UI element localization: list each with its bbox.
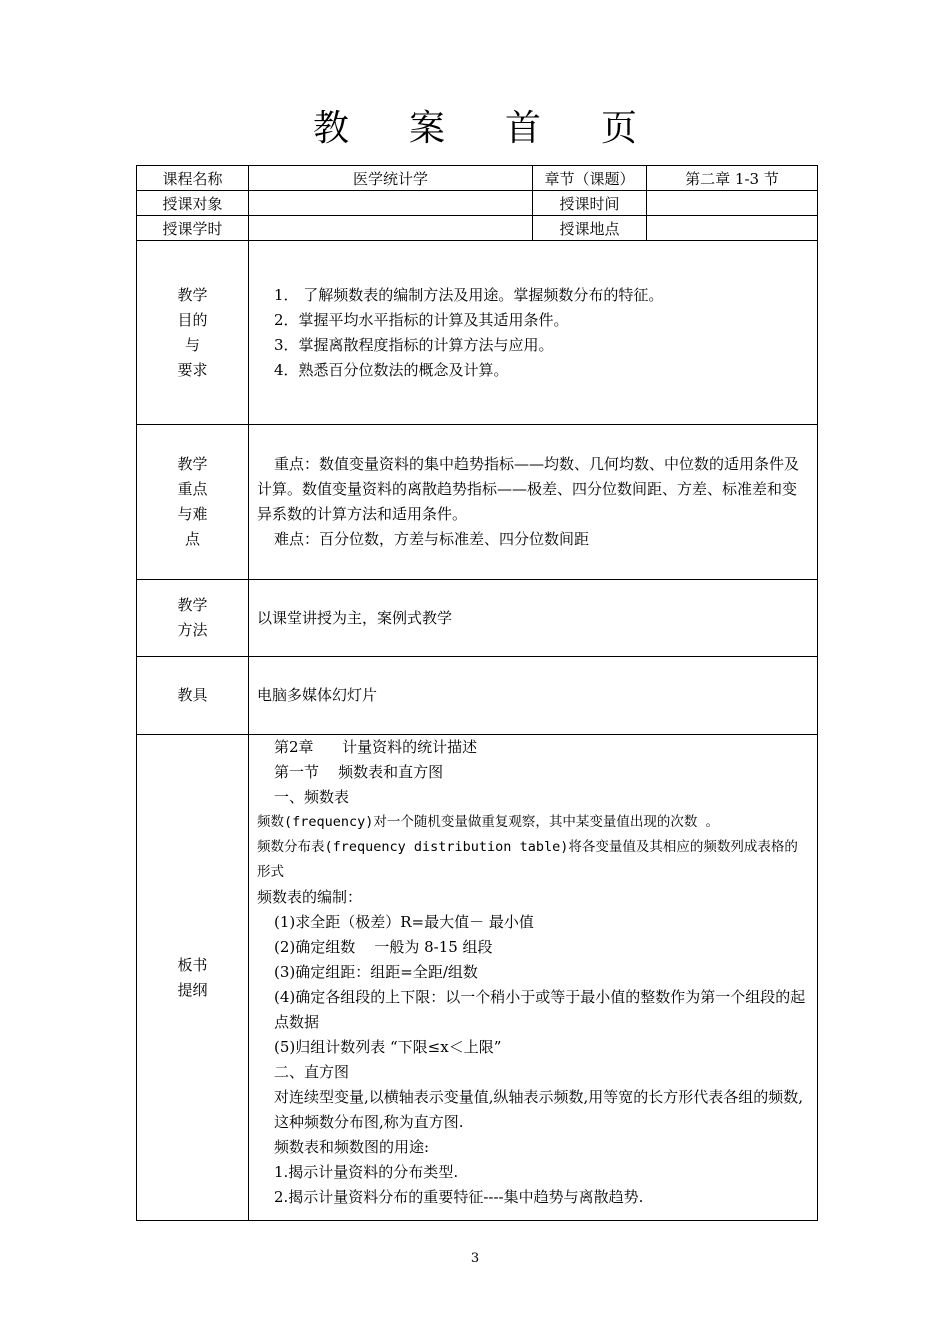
keypoints-row bbox=[137, 425, 818, 580]
chapter-label: 章节（课题） bbox=[533, 166, 647, 191]
title-char: 案 bbox=[408, 108, 445, 149]
freq-table-definition: 频数分布表(frequency distribution table)将各变量值及其相应的频数列成表格的形式 bbox=[257, 839, 798, 880]
title-char: 首 bbox=[505, 108, 542, 149]
keypoints-content bbox=[249, 425, 818, 580]
use-item: 2.揭示计量资料分布的重要特征----集中趋势与离散趋势. bbox=[274, 1188, 644, 1206]
audience-label: 授课对象 bbox=[137, 191, 249, 216]
uses-title: 频数表和频数图的用途: bbox=[274, 1138, 430, 1156]
compile-step: (3)确定组距：组距=全距/组数 bbox=[274, 963, 478, 981]
time-value bbox=[647, 191, 818, 216]
hours-label: 授课学时 bbox=[137, 216, 249, 241]
compile-step: (4)确定各组段的上下限：以一个稍小于或等于最小值的整数作为第一个组段的起点数据 bbox=[274, 988, 806, 1031]
compile-step: (1)求全距（极差）R=最大值－ 最小值 bbox=[274, 913, 534, 931]
title-char: 教 bbox=[312, 108, 349, 149]
compile-title: 频数表的编制： bbox=[257, 888, 363, 906]
audience-value bbox=[249, 191, 533, 216]
use-item: 1.揭示计量资料的分布类型. bbox=[274, 1163, 459, 1181]
place-label: 授课地点 bbox=[533, 216, 647, 241]
objectives-label: 教学 目的 与 要求 bbox=[137, 241, 249, 425]
outline-label: 板书 提纲 bbox=[137, 735, 249, 1221]
objective-item: 1． 了解频数表的编制方法及用途。掌握频数分布的特征。 bbox=[274, 285, 664, 304]
keypoints-label: 教学 重点 与难 点 bbox=[137, 425, 249, 580]
objective-item: 3．掌握离散程度指标的计算方法与应用。 bbox=[274, 335, 554, 354]
tools-value: 电脑多媒体幻灯片 bbox=[249, 657, 818, 735]
outline-section: 第一节 频数表和直方图 bbox=[274, 763, 444, 781]
objectives-row bbox=[137, 241, 818, 425]
compile-step: (2)确定组数 一般为 8-15 组段 bbox=[274, 938, 493, 956]
page-number: 3 bbox=[470, 1251, 480, 1266]
place-value bbox=[647, 216, 818, 241]
outline-sub1: 一、频数表 bbox=[274, 788, 350, 806]
objective-item: 2．掌握平均水平指标的计算及其适用条件。 bbox=[274, 310, 569, 329]
outline-sub2: 二、直方图 bbox=[274, 1063, 350, 1081]
course-name-value: 医学统计学 bbox=[249, 166, 533, 191]
objectives-content bbox=[249, 241, 818, 425]
hours-value bbox=[249, 216, 533, 241]
outline-row bbox=[137, 735, 818, 1221]
title-char: 页 bbox=[601, 108, 638, 149]
lesson-plan-table bbox=[136, 165, 818, 1221]
objective-item: 4．熟悉百分位数法的概念及计算。 bbox=[274, 360, 509, 379]
time-label: 授课时间 bbox=[533, 191, 647, 216]
page-title bbox=[0, 100, 950, 151]
tools-label: 教具 bbox=[137, 657, 249, 735]
outline-chapter: 第2章 计量资料的统计描述 bbox=[274, 738, 478, 756]
difficulty-text: 难点：百分位数，方差与标准差、四分位数间距 bbox=[274, 530, 590, 548]
freq-definition: 频数(frequency)对一个随机变量做重复观察，其中某变量值出现的次数 。 bbox=[257, 814, 720, 830]
outline-content bbox=[249, 735, 818, 1221]
chapter-value: 第二章 1-3 节 bbox=[647, 166, 818, 191]
method-value: 以课堂讲授为主，案例式教学 bbox=[249, 580, 818, 657]
header-row-audience bbox=[137, 191, 818, 216]
header-row-course bbox=[137, 166, 818, 191]
focus-text: 重点：数值变量资料的集中趋势指标——均数、几何均数、中位数的适用条件及计算。数值变量资料的离散趋势指标——极差、四分位数间距、方差、标准差和变异系数的计算方法和适用条件。 bbox=[257, 455, 800, 523]
tools-row bbox=[137, 657, 818, 735]
method-label: 教学 方法 bbox=[137, 580, 249, 657]
header-row-hours bbox=[137, 216, 818, 241]
histogram-definition: 对连续型变量,以横轴表示变量值,纵轴表示频数,用等宽的长方形代表各组的频数,这种频数分布图,称为直方图. bbox=[274, 1088, 804, 1131]
method-row bbox=[137, 580, 818, 657]
compile-step: (5)归组计数列表 “下限≤x＜上限” bbox=[274, 1038, 502, 1056]
course-name-label: 课程名称 bbox=[137, 166, 249, 191]
